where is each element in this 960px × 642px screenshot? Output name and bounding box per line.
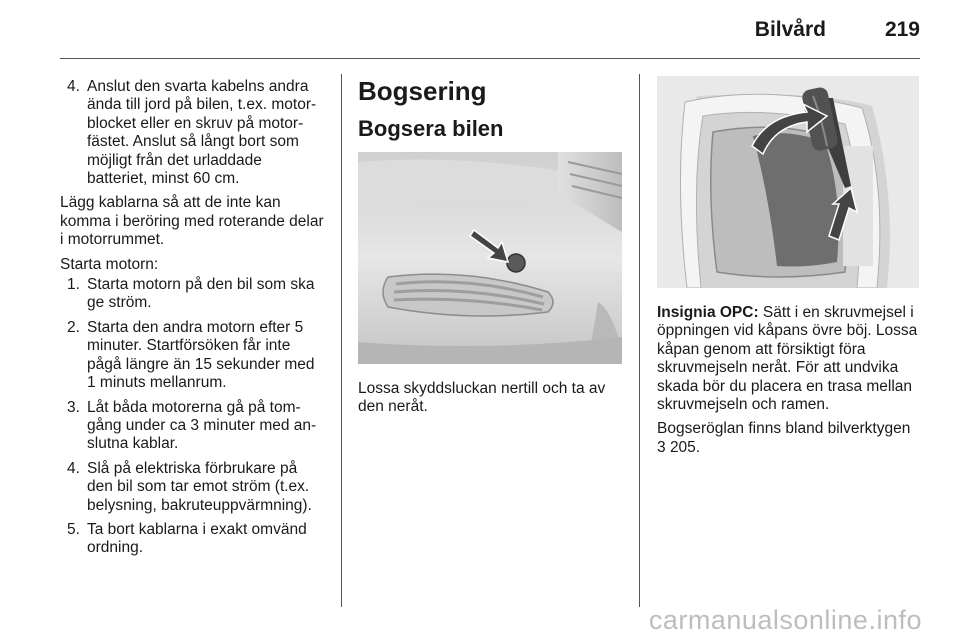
subsection-heading: Bogsera bilen	[358, 116, 504, 141]
list-item	[60, 460, 326, 515]
paragraph	[657, 420, 921, 457]
list-text: Starta den andra motorn efter 5 minuter. Startförsöken får inte pågå längre än 15 sekunder med 1 minuts mellanrum.	[87, 318, 315, 392]
list-text: Ta bort kablarna i exakt omvänd ordning.	[87, 520, 307, 557]
column-divider-2	[639, 74, 640, 607]
list-item	[60, 521, 326, 558]
list-item	[60, 319, 326, 393]
column-3	[657, 72, 921, 463]
list-number: 5.	[67, 520, 80, 538]
section-title: Bilvård	[754, 18, 826, 41]
steps-list	[60, 276, 326, 558]
bumper-cover-photo	[358, 152, 622, 364]
reference-page-link[interactable]: 205.	[669, 438, 701, 456]
instruction-text: Sätt i en skruvmejsel i öppningen vid kåpans övre böj. Lossa kåpan genom att försiktigt föra skruvmejseln neråt. För att undvika skada bör du placera en trasa mellan skruvmejseln och ramen.	[657, 304, 918, 414]
column-1	[60, 78, 326, 564]
section-heading: Bogsering	[358, 76, 487, 106]
watermark: carmanualsonline.info	[648, 605, 922, 635]
list-item	[60, 399, 326, 454]
page-header	[60, 0, 920, 59]
list-number: 3.	[67, 398, 80, 416]
column-divider-1	[341, 74, 342, 607]
list-number: 4.	[67, 459, 80, 477]
opc-cover-photo	[657, 76, 919, 288]
list-item	[60, 276, 326, 313]
column-2	[358, 72, 622, 423]
paragraph	[657, 304, 921, 414]
list-number: 2.	[67, 318, 80, 336]
list-text: Anslut den svarta kabelns andra ända till jord på bilen, t.ex. motor-blocket eller en skruv på motor-fästet. Anslut så långt bort som möjligt från det urladdade batteriet, minst 60 cm.	[87, 78, 317, 188]
figure-caption: Lossa skyddsluckan nertill och ta av den neråt.	[358, 380, 606, 416]
model-label: Insignia OPC:	[657, 304, 759, 321]
list-text: Slå på elektriska förbrukare på den bil som tar emot ström (t.ex. belysning, bakruteuppvärmning).	[87, 459, 312, 514]
list-item	[60, 78, 326, 188]
list-text: Låt båda motorerna gå på tom-gång under ca 3 minuter med an-slutna kablar.	[87, 398, 317, 453]
paragraph: Starta motorn:	[60, 255, 159, 273]
list-number: 4.	[67, 78, 80, 95]
arrow-reference-icon: 3	[657, 438, 666, 456]
reference-text: Bogseröglan finns bland bilverktygen	[657, 420, 911, 438]
paragraph: Lägg kablarna så att de inte kan komma i beröring med roterande delar i motorrummet.	[60, 194, 324, 249]
list-number: 1.	[67, 276, 80, 294]
list-text: Starta motorn på den bil som ska ge ström.	[87, 276, 315, 312]
page-number: 219	[884, 18, 920, 41]
